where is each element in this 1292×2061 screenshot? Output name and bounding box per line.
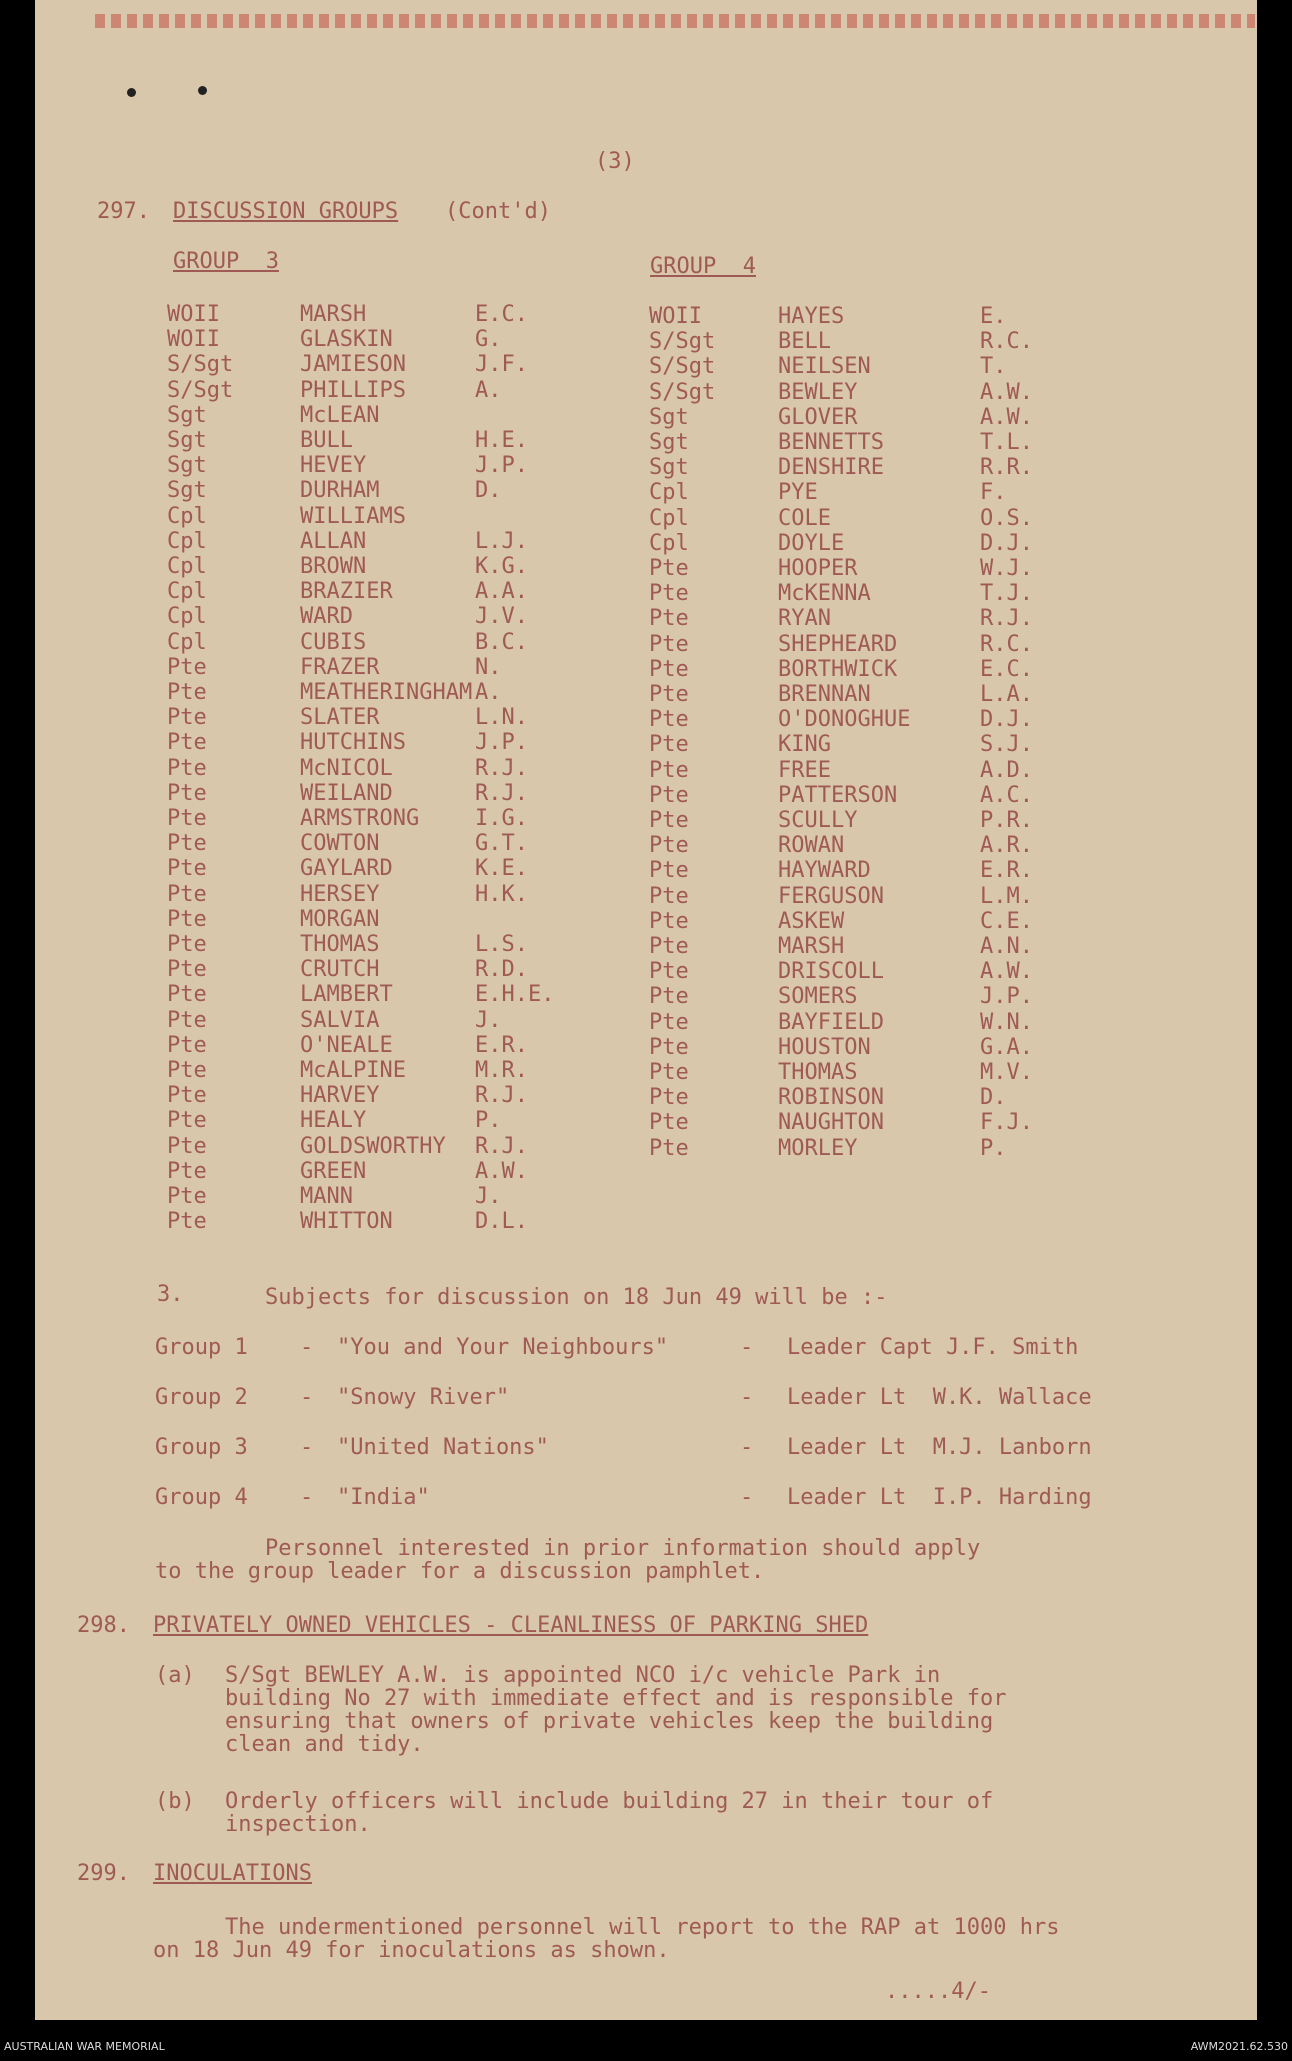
member-surname: DURHAM (300, 478, 380, 504)
para3-number: 3. (157, 1282, 184, 1307)
member-rank: Pte (167, 881, 207, 907)
member-initials: J.P. (475, 730, 528, 756)
member-initials: H.K. (475, 881, 528, 907)
member-rank: Pte (167, 730, 207, 756)
punch-hole-dot (127, 88, 136, 97)
member-surname: BORTHWICK (778, 656, 898, 682)
member-initials: P.R. (980, 808, 1033, 833)
member-initials: S.J. (980, 732, 1033, 758)
member-surname: BEWLEY (778, 379, 858, 405)
member-initials: K.E. (475, 856, 528, 882)
member-rank: Cpl (167, 579, 207, 605)
member-surname: NEILSEN (778, 354, 871, 380)
member-rank: Cpl (167, 604, 207, 630)
paragraph-line: building No 27 with immediate effect and is responsible for (225, 1686, 1007, 1711)
item-297-title: DISCUSSION GROUPS (173, 199, 399, 224)
member-initials: R.C. (980, 329, 1033, 355)
member-rank: Cpl (167, 503, 207, 529)
member-rank: Cpl (167, 528, 207, 554)
member-rank: Sgt (649, 404, 689, 430)
member-rank: Sgt (649, 455, 689, 481)
subject-dash: - (740, 1335, 754, 1360)
paragraph-line: clean and tidy. (225, 1732, 424, 1757)
member-initials: T. (980, 354, 1007, 380)
subject-leader: Leader Lt I.P. Harding (787, 1485, 1092, 1510)
member-rank: Pte (167, 982, 207, 1008)
subject-dash: - (740, 1485, 754, 1510)
member-surname: SHEPHEARD (778, 631, 898, 657)
member-surname: CUBIS (300, 629, 367, 655)
item-297-suffix: (Cont'd) (445, 199, 551, 224)
member-initials: A.W. (980, 404, 1033, 430)
member-surname: MORLEY (778, 1135, 858, 1161)
member-initials: M.R. (475, 1058, 528, 1083)
member-initials: A.A. (475, 579, 528, 605)
member-surname: WHITTON (300, 1209, 393, 1235)
member-rank: Pte (167, 906, 207, 932)
member-surname: DRISCOLL (778, 959, 884, 985)
member-initials: T.L. (980, 430, 1033, 455)
member-initials: R.J. (475, 1083, 528, 1109)
subject-title: "United Nations" (337, 1435, 549, 1460)
member-surname: GLOVER (778, 404, 858, 430)
member-rank: Pte (649, 656, 689, 682)
member-initials: A.W. (980, 379, 1033, 405)
member-surname: McLEAN (300, 402, 380, 428)
member-initials: E.C. (475, 302, 528, 327)
member-rank: S/Sgt (167, 352, 234, 378)
item-298-title: PRIVATELY OWNED VEHICLES - CLEANLINESS OF PARKING SHED (153, 1613, 869, 1638)
member-rank: Pte (649, 757, 689, 783)
punch-hole-dot (198, 86, 207, 95)
item-298-b-label: (b) (155, 1789, 195, 1814)
item-297-number: 297. (97, 199, 150, 224)
member-surname: LAMBERT (300, 982, 393, 1008)
document-page (35, 0, 1257, 2020)
member-surname: JAMIESON (300, 352, 406, 378)
member-surname: COWTON (300, 831, 380, 857)
member-rank: Pte (649, 934, 689, 959)
member-surname: McKENNA (778, 581, 871, 607)
member-initials: W.N. (980, 1009, 1033, 1035)
member-rank: Pte (649, 1135, 689, 1161)
member-rank: Pte (649, 1060, 689, 1085)
member-rank: Pte (649, 581, 689, 607)
member-rank: Pte (167, 1209, 207, 1235)
member-initials: R.C. (980, 631, 1033, 657)
member-rank: Pte (649, 732, 689, 758)
member-initials: J.P. (980, 984, 1033, 1010)
member-rank: Cpl (167, 629, 207, 655)
member-initials: A.C. (980, 782, 1033, 808)
member-surname: MORGAN (300, 906, 380, 932)
member-rank: Pte (167, 780, 207, 806)
member-initials: R.D. (475, 957, 528, 983)
group4-heading: GROUP 4 (650, 254, 756, 279)
member-rank: Pte (167, 1007, 207, 1033)
member-initials: J. (475, 1184, 502, 1209)
member-rank: S/Sgt (649, 329, 716, 355)
member-rank: Pte (649, 984, 689, 1010)
member-initials: L.J. (475, 528, 528, 554)
member-initials: C.E. (980, 908, 1033, 934)
member-surname: ROBINSON (778, 1085, 884, 1111)
member-surname: GREEN (300, 1158, 367, 1184)
member-rank: S/Sgt (649, 379, 716, 405)
member-initials: A.W. (980, 959, 1033, 985)
member-initials: E.H.E. (475, 982, 555, 1008)
member-rank: Pte (167, 1133, 207, 1159)
footer-reference: AWM2021.62.530 (1190, 2040, 1288, 2053)
member-rank: Pte (649, 1085, 689, 1111)
member-initials: A.R. (980, 833, 1033, 859)
member-rank: Sgt (649, 430, 689, 455)
member-rank: Pte (167, 654, 207, 680)
member-initials: D.J. (980, 530, 1033, 556)
member-surname: RYAN (778, 606, 831, 632)
member-initials: R.J. (475, 755, 528, 781)
member-surname: ARMSTRONG (300, 806, 420, 831)
member-initials: F. (980, 480, 1007, 506)
member-initials: A.D. (980, 757, 1033, 783)
member-rank: Pte (649, 682, 689, 707)
member-initials: A. (475, 377, 502, 403)
member-initials: L.M. (980, 883, 1033, 909)
member-initials: R.J. (980, 606, 1033, 632)
member-rank: Pte (649, 1009, 689, 1035)
member-rank: Pte (167, 806, 207, 831)
subject-dash: - (740, 1435, 754, 1460)
paragraph-line: Orderly officers will include building 27 in their tour of (225, 1789, 994, 1814)
member-initials: J.V. (475, 604, 528, 630)
member-surname: McALPINE (300, 1058, 406, 1083)
member-initials: A.W. (475, 1158, 528, 1184)
member-rank: Pte (167, 831, 207, 857)
member-rank: Pte (649, 782, 689, 808)
member-surname: SALVIA (300, 1007, 380, 1033)
member-surname: THOMAS (300, 932, 380, 957)
member-rank: Pte (167, 1108, 207, 1134)
member-surname: MARSH (778, 934, 845, 959)
member-surname: McNICOL (300, 755, 393, 781)
member-rank: Cpl (649, 505, 689, 531)
member-initials: L.A. (980, 682, 1033, 707)
member-surname: HARVEY (300, 1083, 380, 1109)
member-surname: MARSH (300, 302, 367, 327)
member-surname: ASKEW (778, 908, 845, 934)
member-initials: H.E. (475, 428, 528, 453)
member-surname: KING (778, 732, 831, 758)
para3-text: Subjects for discussion on 18 Jun 49 will be :- (265, 1285, 888, 1310)
item-298-a-label: (a) (155, 1663, 195, 1688)
member-rank: Pte (167, 1083, 207, 1109)
member-initials: O.S. (980, 505, 1033, 531)
member-rank: Pte (167, 957, 207, 983)
member-initials: A. (475, 680, 502, 705)
member-initials: M.V. (980, 1060, 1033, 1085)
member-initials: G.T. (475, 831, 528, 857)
subject-dash: - (740, 1385, 754, 1410)
member-rank: WOII (649, 304, 702, 329)
member-initials: G. (475, 327, 502, 353)
para3-note-line2: to the group leader for a discussion pamphlet. (155, 1559, 765, 1584)
member-rank: Pte (167, 932, 207, 957)
member-surname: FREE (778, 757, 831, 783)
member-initials: T.J. (980, 581, 1033, 607)
member-initials: D.J. (980, 707, 1033, 733)
member-initials: D. (980, 1085, 1007, 1111)
group3-heading: GROUP 3 (173, 249, 279, 274)
member-surname: BELL (778, 329, 831, 355)
member-initials: K.G. (475, 554, 528, 579)
member-surname: HEALY (300, 1108, 367, 1134)
member-rank: Pte (649, 908, 689, 934)
member-surname: GLASKIN (300, 327, 393, 353)
paragraph-line: S/Sgt BEWLEY A.W. is appointed NCO i/c vehicle Park in (225, 1663, 941, 1688)
member-rank: Pte (649, 606, 689, 632)
member-initials: E.C. (980, 656, 1033, 682)
member-surname: ALLAN (300, 528, 367, 554)
member-surname: DENSHIRE (778, 455, 884, 481)
member-rank: Sgt (167, 428, 207, 453)
member-surname: NAUGHTON (778, 1110, 884, 1136)
member-surname: PYE (778, 480, 818, 506)
member-rank: Pte (167, 1032, 207, 1058)
member-surname: HAYWARD (778, 858, 871, 884)
subject-group: Group 2 (155, 1385, 248, 1410)
item-298-number: 298. (77, 1613, 130, 1638)
faded-header-text (95, 14, 1255, 28)
member-surname: DOYLE (778, 530, 845, 556)
member-initials: P. (475, 1108, 502, 1134)
member-surname: PHILLIPS (300, 377, 406, 403)
member-rank: Pte (649, 808, 689, 833)
member-surname: HEVEY (300, 453, 367, 479)
member-surname: SLATER (300, 705, 380, 731)
subject-leader: Leader Lt M.J. Lanborn (787, 1435, 1092, 1460)
member-surname: GAYLARD (300, 856, 393, 882)
member-initials: E.R. (980, 858, 1033, 884)
member-surname: WEILAND (300, 780, 393, 806)
member-initials: J. (475, 1007, 502, 1033)
member-surname: CRUTCH (300, 957, 380, 983)
member-rank: Pte (167, 856, 207, 882)
member-rank: Sgt (167, 478, 207, 504)
member-rank: Pte (649, 707, 689, 733)
member-surname: MANN (300, 1184, 353, 1209)
member-initials: A.N. (980, 934, 1033, 959)
member-rank: Pte (649, 556, 689, 581)
member-rank: Pte (649, 1034, 689, 1060)
subject-group: Group 4 (155, 1485, 248, 1510)
member-surname: BROWN (300, 554, 367, 579)
member-surname: BRENNAN (778, 682, 871, 707)
paragraph-line: inspection. (225, 1812, 371, 1837)
member-surname: O'DONOGHUE (778, 707, 911, 733)
member-rank: Pte (649, 883, 689, 909)
member-initials: E.R. (475, 1032, 528, 1058)
member-surname: HOOPER (778, 556, 858, 581)
member-surname: HOUSTON (778, 1034, 871, 1060)
member-initials: J.P. (475, 453, 528, 479)
member-initials: W.J. (980, 556, 1033, 581)
subject-dash: - (300, 1335, 314, 1360)
member-surname: HUTCHINS (300, 730, 406, 756)
member-initials: N. (475, 654, 502, 680)
member-rank: Cpl (649, 480, 689, 506)
member-rank: Pte (649, 1110, 689, 1136)
footer-archive-name: AUSTRALIAN WAR MEMORIAL (4, 2040, 165, 2053)
member-surname: FERGUSON (778, 883, 884, 909)
subject-group: Group 1 (155, 1335, 248, 1360)
paragraph-line: The undermentioned personnel will report to the RAP at 1000 hrs (225, 1915, 1060, 1940)
member-initials: E. (980, 304, 1007, 329)
item-299-title: INOCULATIONS (153, 1861, 312, 1886)
paragraph-line: ensuring that owners of private vehicles keep the building (225, 1709, 994, 1734)
member-initials: R.J. (475, 780, 528, 806)
member-initials: L.S. (475, 932, 528, 957)
member-initials: D. (475, 478, 502, 504)
member-surname: PATTERSON (778, 782, 898, 808)
member-initials: P. (980, 1135, 1007, 1161)
member-surname: O'NEALE (300, 1032, 393, 1058)
member-surname: BRAZIER (300, 579, 393, 605)
member-rank: Pte (167, 705, 207, 731)
member-rank: Pte (649, 959, 689, 985)
member-initials: G.A. (980, 1034, 1033, 1060)
item-299-number: 299. (77, 1861, 130, 1886)
subject-leader: Leader Lt W.K. Wallace (787, 1385, 1092, 1410)
subject-leader: Leader Capt J.F. Smith (787, 1335, 1079, 1360)
paragraph-line: on 18 Jun 49 for inoculations as shown. (153, 1938, 670, 1963)
subject-title: "Snowy River" (337, 1385, 510, 1410)
member-initials: F.J. (980, 1110, 1033, 1136)
subject-dash: - (300, 1485, 314, 1510)
member-surname: HAYES (778, 304, 845, 329)
member-rank: WOII (167, 327, 220, 353)
subject-dash: - (300, 1435, 314, 1460)
member-surname: BENNETTS (778, 430, 884, 455)
member-rank: Pte (167, 1158, 207, 1184)
member-surname: COLE (778, 505, 831, 531)
member-initials: B.C. (475, 629, 528, 655)
member-rank: Sgt (167, 453, 207, 479)
member-surname: BAYFIELD (778, 1009, 884, 1035)
member-initials: R.J. (475, 1133, 528, 1159)
member-surname: ROWAN (778, 833, 845, 859)
member-surname: SCULLY (778, 808, 858, 833)
member-surname: MEATHERINGHAM (300, 680, 473, 705)
member-initials: D.L. (475, 1209, 528, 1235)
member-rank: Pte (649, 631, 689, 657)
subject-title: "You and Your Neighbours" (337, 1335, 669, 1360)
member-rank: Pte (167, 1184, 207, 1209)
member-rank: S/Sgt (649, 354, 716, 380)
member-surname: BULL (300, 428, 353, 453)
member-surname: GOLDSWORTHY (300, 1133, 446, 1159)
member-rank: Pte (167, 1058, 207, 1083)
member-surname: WARD (300, 604, 353, 630)
member-rank: Cpl (167, 554, 207, 579)
subject-group: Group 3 (155, 1435, 248, 1460)
member-surname: WILLIAMS (300, 503, 406, 529)
page-number: (3) (595, 149, 635, 174)
member-rank: Pte (167, 755, 207, 781)
member-initials: J.F. (475, 352, 528, 378)
member-rank: S/Sgt (167, 377, 234, 403)
subject-title: "India" (337, 1485, 430, 1510)
member-initials: L.N. (475, 705, 528, 731)
member-surname: THOMAS (778, 1060, 858, 1085)
member-rank: Sgt (167, 402, 207, 428)
member-rank: Pte (649, 833, 689, 859)
member-rank: Pte (649, 858, 689, 884)
member-surname: SOMERS (778, 984, 858, 1010)
member-rank: Pte (167, 680, 207, 705)
member-surname: FRAZER (300, 654, 380, 680)
member-initials: R.R. (980, 455, 1033, 481)
member-rank: Cpl (649, 530, 689, 556)
member-surname: HERSEY (300, 881, 380, 907)
para3-note-line1: Personnel interested in prior information should apply (265, 1536, 981, 1561)
subject-dash: - (300, 1385, 314, 1410)
continuation-marker: .....4/- (885, 1979, 991, 2004)
member-rank: WOII (167, 302, 220, 327)
member-initials: I.G. (475, 806, 528, 831)
